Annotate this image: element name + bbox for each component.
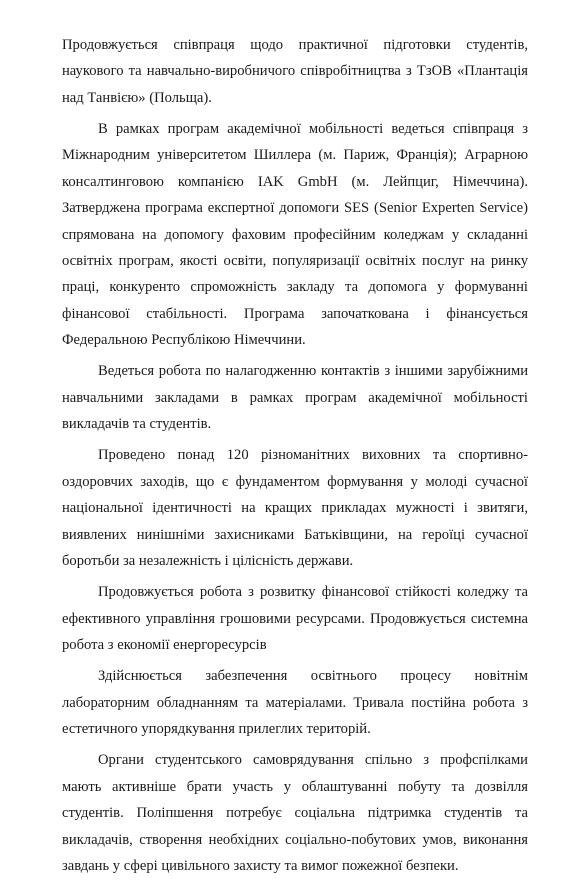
paragraph-laboratory-equipment: Здійснюється забезпечення освітнього процесу новітнім лабораторним обладнанням та матеріалами. Тривала постійна робота з естетичного упорядкування прилеглих територій. (62, 668, 528, 738)
paragraph-educational-events: Проведено понад 120 різноманітних виховних та спортивно-оздоровчих заходів, що є фундаментом формування у молоді сучасної національної ідентичності на кращих прикладах мужності і звитяги, виявлених нинішніми захисниками Батьківщини, на героїці сучасної боротьби за незалежність і цілісність держави. (62, 447, 528, 570)
paragraph-student-government: Органи студентського самоврядування спільно з профспілками мають активніше брати участь у облаштуванні побуту та дозвілля студентів. Поліпшення потребує соціальна підтримка студентів та викладачів, створення необхідних соціально-побутових умов, виконання завдань у сфері цивільного захисту та вимог пожежної безпеки. (62, 752, 528, 874)
paragraph-foreign-contacts: Ведеться робота по налагодженню контактів з іншими зарубіжними навчальними закладами в рамках програм академічної мобільності викладачів та студентів. (62, 363, 528, 433)
paragraph-practical-training: Продовжується співпраця щодо практичної підготовки студентів, наукового та навчально-виробничого співробітництва з ТзОВ «Плантація над Танвією» (Польща). (62, 37, 528, 106)
paragraph-financial-stability: Продовжується робота з розвитку фінансової стійкості коледжу та ефективного управління грошовими ресурсами. Продовжується системна робота з економії енергоресурсів (62, 584, 528, 654)
paragraph-academic-mobility: В рамках програм академічної мобільності ведеться співпраця з Міжнародним університетом Шиллера (м. Париж, Франція); Аграрною консалтинговою компанією IAK GmbH (м. Лейпциг, Німеччина). Затверджена програма експертної допомоги SES (Senior Experten Service) спрямована на допомогу фаховим професійним коледжам у складанні освітніх програм, якості освіти, популяризації освітніх послуг на ринку праці, конкуренто спроможність закладу та допомога у формуванні фінансової стабільності. Програма започаткована і фінансується Федеральною Республікою Німеччини. (62, 121, 528, 349)
document-page (62, 32, 528, 884)
